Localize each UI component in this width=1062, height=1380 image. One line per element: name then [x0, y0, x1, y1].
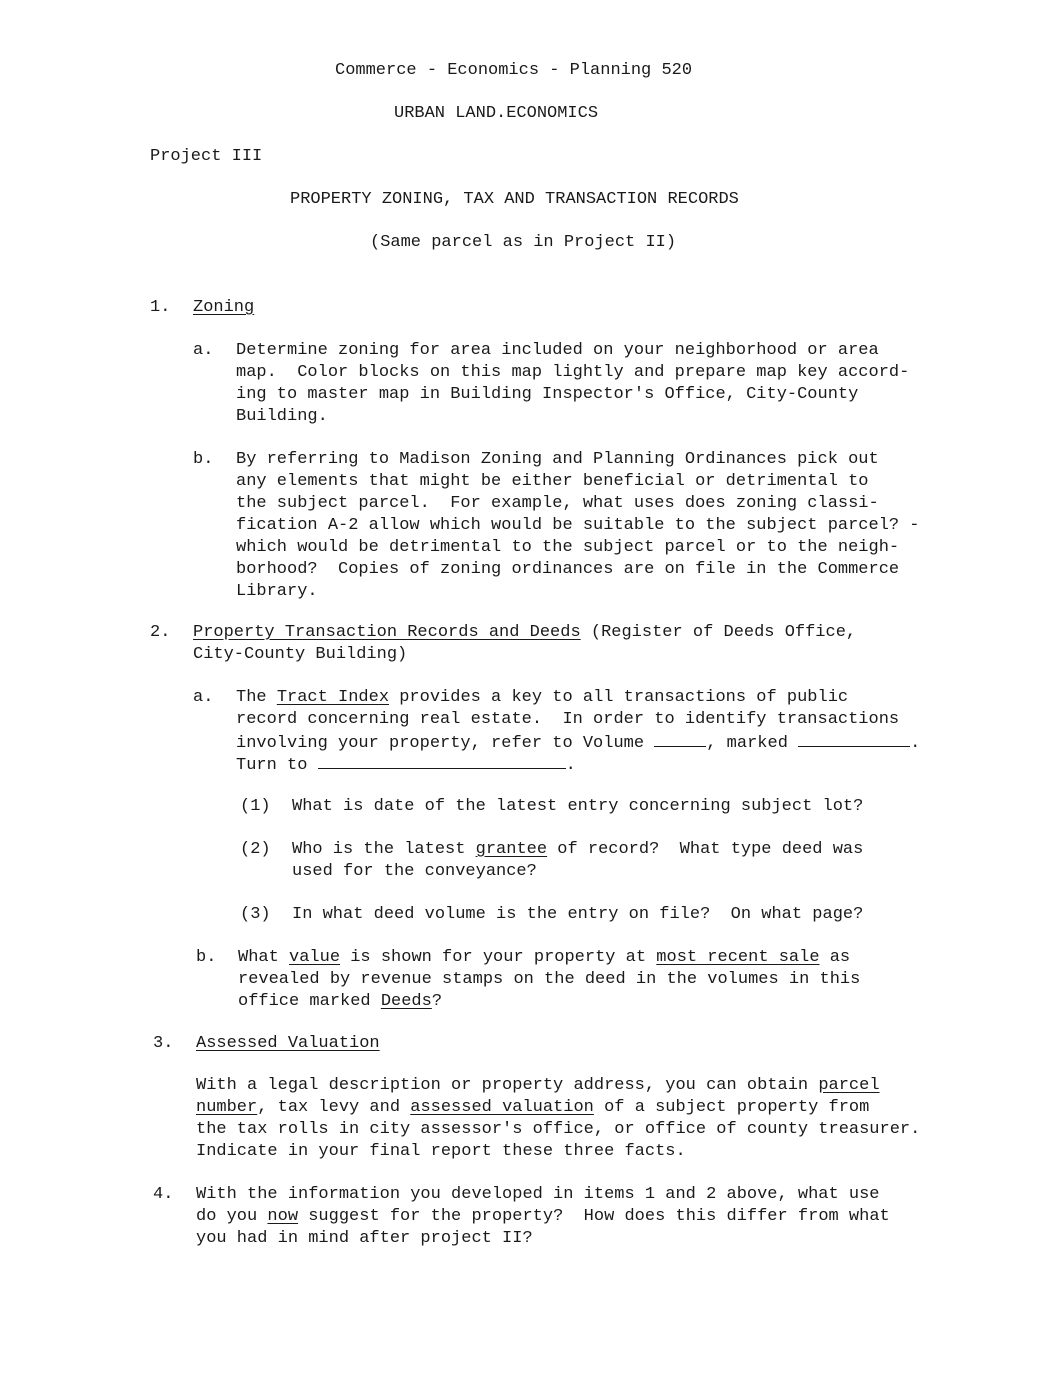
- section-4-number: 4.: [153, 1185, 174, 1204]
- subject-title: URBAN LAND.ECONOMICS: [394, 104, 599, 123]
- item-1b-line: which would be detrimental to the subject parcel or to the neigh-: [236, 538, 900, 557]
- question-3-marker: (3): [240, 905, 271, 924]
- document-subtitle: (Same parcel as in Project II): [370, 233, 677, 252]
- grantee-term: grantee: [475, 840, 548, 859]
- course-header: Commerce - Economics - Planning 520: [335, 61, 693, 80]
- project-label: Project III: [150, 147, 263, 166]
- text-run: suggest for the property? How does this differ from what: [298, 1207, 890, 1226]
- text-run: of record? What type deed was: [547, 840, 864, 859]
- question-1-text: What is date of the latest entry concerning subject lot?: [292, 797, 864, 816]
- section-4-line: [196, 1206, 890, 1228]
- section-2-heading: Property Transaction Records and Deeds: [193, 623, 581, 642]
- item-1a-marker: a.: [193, 341, 214, 360]
- item-1b-line: the subject parcel. For example, what uses does zoning classi-: [236, 494, 879, 513]
- item-1b-line: fication A-2 allow which would be suitable to the subject parcel? -: [236, 516, 920, 535]
- text-run: The: [236, 688, 277, 707]
- item-2b-line: [238, 991, 442, 1013]
- most-recent-sale-term: most recent sale: [656, 948, 820, 967]
- question-2-line: [292, 839, 863, 861]
- question-2-line: used for the conveyance?: [292, 862, 537, 881]
- marked-blank[interactable]: [798, 731, 910, 747]
- item-1b-line: Library.: [236, 582, 318, 601]
- section-1-number: 1.: [150, 298, 171, 317]
- question-1-marker: (1): [240, 797, 271, 816]
- question-2-marker: (2): [240, 840, 271, 859]
- text-run: office marked: [238, 992, 381, 1011]
- text-run: , marked: [706, 734, 799, 753]
- item-2a-line: [236, 687, 848, 709]
- tract-index-term: Tract Index: [276, 688, 390, 707]
- question-3-text: In what deed volume is the entry on file? On what page?: [292, 905, 864, 924]
- item-1b-line: any elements that might be either beneficial or detrimental to: [236, 472, 869, 491]
- turn-to-blank[interactable]: [318, 753, 566, 769]
- item-2b-line: revealed by revenue stamps on the deed in the volumes in this: [238, 970, 861, 989]
- section-3-heading: Assessed Valuation: [196, 1034, 380, 1053]
- text-run: provides a key to all transactions of public: [389, 688, 849, 707]
- item-2a-line: record concerning real estate. In order to identify transactions: [236, 710, 900, 729]
- item-1b-line: borhood? Copies of zoning ordinances are on file in the Commerce: [236, 560, 900, 579]
- section-4-line: you had in mind after project II?: [196, 1229, 533, 1248]
- value-term: value: [289, 948, 341, 967]
- volume-blank[interactable]: [654, 731, 706, 747]
- section-3-line: [196, 1075, 880, 1097]
- now-term: now: [267, 1207, 299, 1226]
- item-1b-marker: b.: [193, 450, 214, 469]
- text-run: ?: [431, 992, 443, 1011]
- text-run: do you: [196, 1207, 268, 1226]
- text-run: Turn to: [236, 756, 318, 775]
- section-3-line: the tax rolls in city assessor's office, or office of county treasurer.: [196, 1120, 921, 1139]
- parcel-term: parcel: [818, 1076, 880, 1095]
- text-run: With a legal description or property address, you can obtain: [196, 1076, 819, 1095]
- text-run: .: [910, 734, 921, 753]
- item-2b-marker: b.: [196, 948, 217, 967]
- assessed-valuation-term: assessed valuation: [410, 1098, 594, 1117]
- item-1a-line: ing to master map in Building Inspector's Office, City-County: [236, 385, 859, 404]
- section-4-line: With the information you developed in items 1 and 2 above, what use: [196, 1185, 880, 1204]
- section-2-heading-line2: City-County Building): [193, 645, 408, 664]
- deeds-term: Deeds: [380, 992, 432, 1011]
- text-run: involving your property, refer to Volume: [236, 734, 655, 753]
- item-1a-line: Determine zoning for area included on your neighborhood or area: [236, 341, 879, 360]
- section-2-heading-rest: (Register of Deeds Office,: [580, 623, 857, 642]
- text-run: Who is the latest: [292, 840, 476, 859]
- item-1b-line: By referring to Madison Zoning and Planning Ordinances pick out: [236, 450, 879, 469]
- section-2-heading-line: [193, 622, 856, 644]
- section-3-line: Indicate in your final report these three facts.: [196, 1142, 686, 1161]
- text-run: of a subject property from: [593, 1098, 870, 1117]
- section-1-heading: Zoning: [193, 298, 255, 317]
- text-run: is shown for your property at: [340, 948, 657, 967]
- item-1a-line: map. Color blocks on this map lightly and prepare map key accord-: [236, 363, 910, 382]
- text-run: .: [565, 756, 576, 775]
- item-2a-line: [236, 753, 576, 777]
- text-run: What: [238, 948, 290, 967]
- item-2a-marker: a.: [193, 688, 214, 707]
- section-3-line: [196, 1097, 869, 1119]
- number-term: number: [196, 1098, 258, 1117]
- document-title: PROPERTY ZONING, TAX AND TRANSACTION RECORDS: [290, 190, 739, 209]
- item-2a-line: [236, 731, 920, 755]
- item-2b-line: [238, 947, 850, 969]
- text-run: as: [819, 948, 851, 967]
- text-run: , tax levy and: [257, 1098, 411, 1117]
- section-2-number: 2.: [150, 623, 171, 642]
- item-1a-line: Building.: [236, 407, 328, 426]
- section-3-number: 3.: [153, 1034, 174, 1053]
